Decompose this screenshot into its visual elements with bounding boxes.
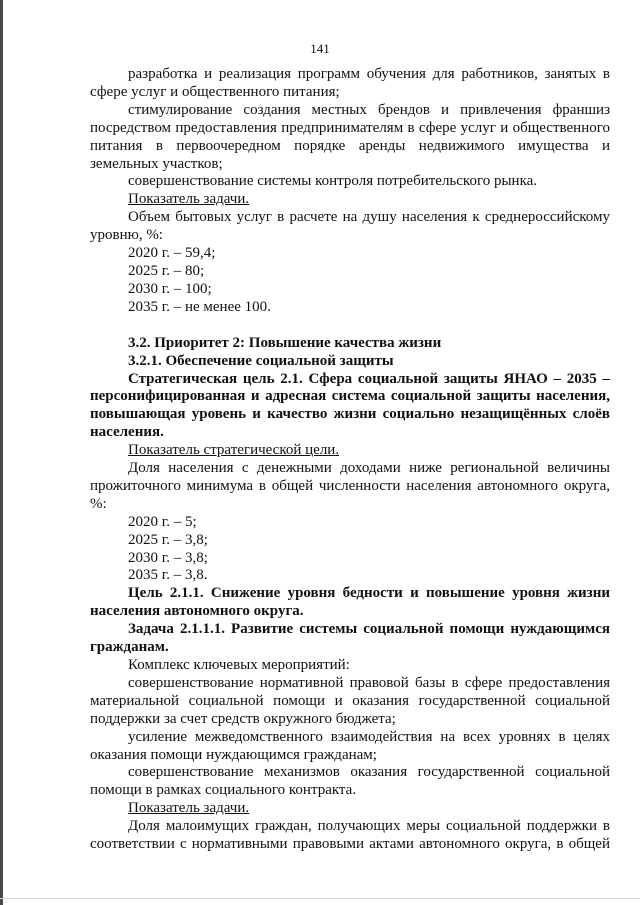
task-2-1-1-1: Задача 2.1.1.1. Развитие системы социальной помощи нуждающимся гражданам. <box>90 621 610 656</box>
document-body <box>90 66 610 854</box>
section-heading: 3.2.1. Обеспечение социальной защиты <box>128 352 394 369</box>
measure-market-control: совершенствование системы контроля потребительского рынка. <box>128 173 538 190</box>
strategic-indicator-heading <box>90 442 610 460</box>
measures-heading: Комплекс ключевых мероприятий: <box>128 657 350 673</box>
value-line: 2030 г. – 3,8; <box>128 549 208 566</box>
household-services-indicator: Объем бытовых услуг в расчете на душу населения к среднероссийскому уровню, %: <box>90 209 610 244</box>
goal-2-1-1: Цель 2.1.1. Снижение уровня бедности и повышение уровня жизни населения автономного округа. <box>90 585 610 620</box>
measure-local-brands: стимулирование создания местных брендов и привлечения франшиз посредством предоставления предпринимателям в сфере услуг и общественного питания в первоочередном порядке аренды недвижимого имущества и земельных участков; <box>90 101 610 172</box>
task-indicator-heading <box>90 191 610 209</box>
task-indicator-heading-2 <box>90 800 610 818</box>
low-income-share-indicator: Доля малоимущих граждан, получающих меры социальной поддержки в соответствии с нормативными правовыми актами автономного округа, в общей <box>90 818 610 853</box>
value-line: 2035 г. – не менее 100. <box>128 298 271 315</box>
page-left-border <box>0 0 3 905</box>
measure-legal-framework: совершенствование нормативной правовой базы в сфере предоставления материальной социальной помощи и оказания государственной социальной поддержки за счет средств окружного бюджета; <box>90 674 610 727</box>
spacer <box>90 317 610 335</box>
value-line: 2020 г. – 59,4; <box>128 245 216 262</box>
measure-interagency-cooperation: усиление межведомственного взаимодействия на всех уровнях в целях оказания помощи нуждающимся гражданам; <box>90 728 610 763</box>
poverty-share-indicator: Доля населения с денежными доходами ниже региональной величины прожиточного минимума в общей численности населения автономного округа, %: <box>90 460 610 512</box>
priority-heading: 3.2. Приоритет 2: Повышение качества жизни <box>128 334 442 351</box>
value-line: 2035 г. – 3,8. <box>128 567 208 584</box>
task-indicator-label: Показатель задачи. <box>128 191 250 208</box>
task-indicator-label-2: Показатель задачи. <box>128 800 250 817</box>
value-line: 2020 г. – 5; <box>128 513 197 530</box>
value-line: 2030 г. – 100; <box>128 280 212 297</box>
page-number: 141 <box>310 41 330 56</box>
measure-social-contract: совершенствование механизмов оказания государственной социальной помощи в рамках социального контракта. <box>90 764 610 799</box>
value-line: 2025 г. – 3,8; <box>128 531 208 548</box>
strategic-indicator-label: Показатель стратегической цели. <box>128 442 340 459</box>
measure-training-programs: разработка и реализация программ обучения для работников, занятых в сфере услуг и общественного питания; <box>90 66 610 100</box>
page-bottom-rule <box>0 898 640 899</box>
value-line: 2025 г. – 80; <box>128 262 205 279</box>
strategic-goal: Стратегическая цель 2.1. Сфера социальной защиты ЯНАО – 2035 – персонифицированная и адресная система социальной защиты населения, повышающая уровень и качество жизни социально незащищённых слоёв населения. <box>90 370 610 441</box>
